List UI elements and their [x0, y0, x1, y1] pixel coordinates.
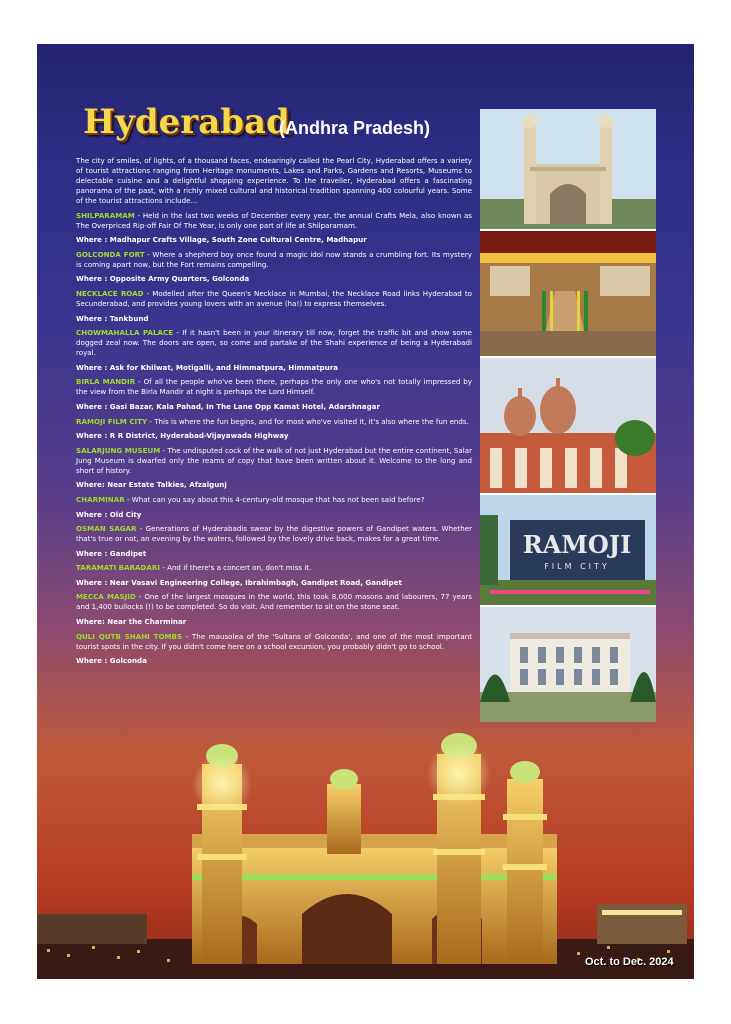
attraction-description: - The mausolea of the 'Sultans of Golconda', and one of the most important tourist spots in the city. If you didn't come here on a school excursion, you probably didn't go to school.: [76, 631, 473, 651]
attraction-location: Where : Gandipet: [76, 548, 147, 558]
attraction-description: - And if there's a concert on, don't miss it.: [160, 563, 312, 573]
attraction-entry: [76, 211, 472, 231]
attraction-entry: [76, 328, 472, 358]
attraction-location: Where : Opposite Army Quarters, Golconda: [76, 274, 250, 284]
attraction-name: OSMAN SAGAR: [76, 524, 137, 534]
crafts-mela-photo: [480, 231, 656, 358]
attraction-description: - If it hasn't been in your itinerary till now, forget the traffic bit and show some dogged zeal now. The doors are open, so come and partake of the Shahi experience of being a Hyderabadi royal.: [76, 328, 472, 358]
attraction-description: - One of the largest mosques in the world, this took 8,000 masons and labourers, 77 years and 1,400 bullocks (!) to be completed. So do visit. And remember to sit on the stone seat.: [76, 592, 472, 612]
attraction-entry: [76, 446, 472, 476]
attraction-location: Where : Old City: [76, 509, 142, 519]
attraction-description: - Where a shepherd boy once found a magic idol now stands a crumbling fort. Its mystery is coming apart now, but the Fort remains compelling.: [76, 249, 472, 269]
attraction-location: Where : Ask for Khilwat, Motigalli, and Himmatpura, Himmatpura: [76, 362, 339, 372]
issue-date: Oct. to Dec. 2024: [585, 956, 674, 968]
attraction-location: Where : Madhapur Crafts Village, South Zone Cultural Centre, Madhapur: [76, 235, 367, 245]
palace-photo: [480, 607, 656, 722]
attraction-description: - Held in the last two weeks of December every year, the annual Crafts Mela, also known as The Overpriced Rip-off Fair Of The Year, is only one part of life at Shilparamam.: [76, 210, 472, 230]
attraction-location: Where : Golconda: [76, 656, 147, 666]
attraction-entry: [76, 495, 472, 505]
attraction-name: TARAMATI BARADARI: [76, 563, 161, 573]
photo-column: [480, 109, 656, 722]
attraction-name: SHILPARAMAM: [76, 210, 135, 220]
attraction-entry: [76, 417, 472, 427]
page-subtitle: (Andhra Pradesh): [279, 118, 431, 138]
domed-building-photo: [480, 358, 656, 495]
attraction-entry: [76, 632, 472, 652]
attraction-description: - What can you say about this 4-century-old mosque that has not been said before?: [124, 494, 425, 504]
article-body: [76, 156, 472, 671]
attraction-description: - The undisputed cock of the walk of not just Hyderabad but the entire continent, Salar Jung Museum is dwarfed only the reams of copy that have been written about it. Welcome to the long and short of history.: [76, 445, 472, 475]
attraction-description: - This is where the fun begins, and for most who've visited it, it's also where the fun ends.: [147, 416, 469, 426]
brochure-page: [37, 44, 694, 979]
attraction-name: GOLCONDA FORT: [76, 249, 145, 259]
attraction-name: BIRLA MANDIR: [76, 377, 136, 387]
charminar-photo: [480, 109, 656, 231]
attraction-name: CHOWMAHALLA PALACE: [76, 328, 174, 338]
ramoji-logo-subtext: FILM CITY: [544, 562, 610, 571]
intro-paragraph: The city of smiles, of lights, of a thousand faces, endearingly called the Pearl City, Hyderabad offers a variety of tourist attractions ranging from Heritage monuments, Lakes and Parks, Gardens and Resorts, Museums to delectable cuisine and a delightful shopping experience. To the traveller, Hyderabad offers a fascinating panorama of the past, with a richly mixed cultural and historical tradition spanning 400 colourful years. Some of the tourist attractions include...: [76, 156, 472, 205]
attraction-location: Where: Near Estate Talkies, Afzalgunj: [76, 480, 227, 490]
page-title: Hyderabad: [83, 102, 290, 142]
attraction-name: NECKLACE ROAD: [76, 288, 144, 298]
attraction-entry: [76, 524, 472, 544]
attraction-description: - Of all the people who've been there, perhaps the only one who's not totally impressed by the view from the Birla Mandir at night is perhaps the Lord Himself.: [76, 377, 472, 397]
attraction-location: Where : Near Vasavi Engineering College, Ibrahimbagh, Gandipet Road, Gandipet: [76, 577, 402, 587]
ramoji-logo-text: RAMOJI: [522, 530, 632, 559]
attraction-description: - Modelled after the Queen's Necklace in Mumbai, the Necklace Road links Hyderabad to Secunderabad, and provides young lovers with an avenue (ha!) to express themselves.: [76, 288, 472, 308]
attraction-name: CHARMINAR: [76, 494, 125, 504]
attraction-location: Where: Near the Charminar: [76, 617, 187, 627]
attraction-name: MECCA MASJID: [76, 592, 136, 602]
attraction-name: QULI QUTB SHAHI TOMBS: [76, 631, 183, 641]
attraction-location: Where : R R District, Hyderabad-Vijayawada Highway: [76, 431, 289, 441]
attraction-description: - Generations of Hyderabadis swear by the digestive powers of Gandipet waters. Whether that's true or not, an evening by the waters, followed by the lovely drive back, makes for a great time.: [76, 524, 472, 544]
attraction-name: RAMOJI FILM CITY: [76, 416, 148, 426]
attraction-name: SALARJUNG MUSEUM: [76, 445, 161, 455]
attraction-entry: [76, 592, 472, 612]
ramoji-film-city-photo: [480, 495, 656, 607]
attractions-list: [76, 211, 472, 667]
attraction-location: Where : Tankbund: [76, 313, 149, 323]
attraction-location: Where : Gasi Bazar, Kala Pahad, In The Lane Opp Kamat Hotel, Adarshnagar: [76, 401, 380, 411]
attraction-entry: [76, 377, 472, 397]
attraction-entry: [76, 250, 472, 270]
attraction-entry: [76, 563, 472, 573]
attraction-entry: [76, 289, 472, 309]
illuminated-charminar-art: [37, 724, 694, 979]
